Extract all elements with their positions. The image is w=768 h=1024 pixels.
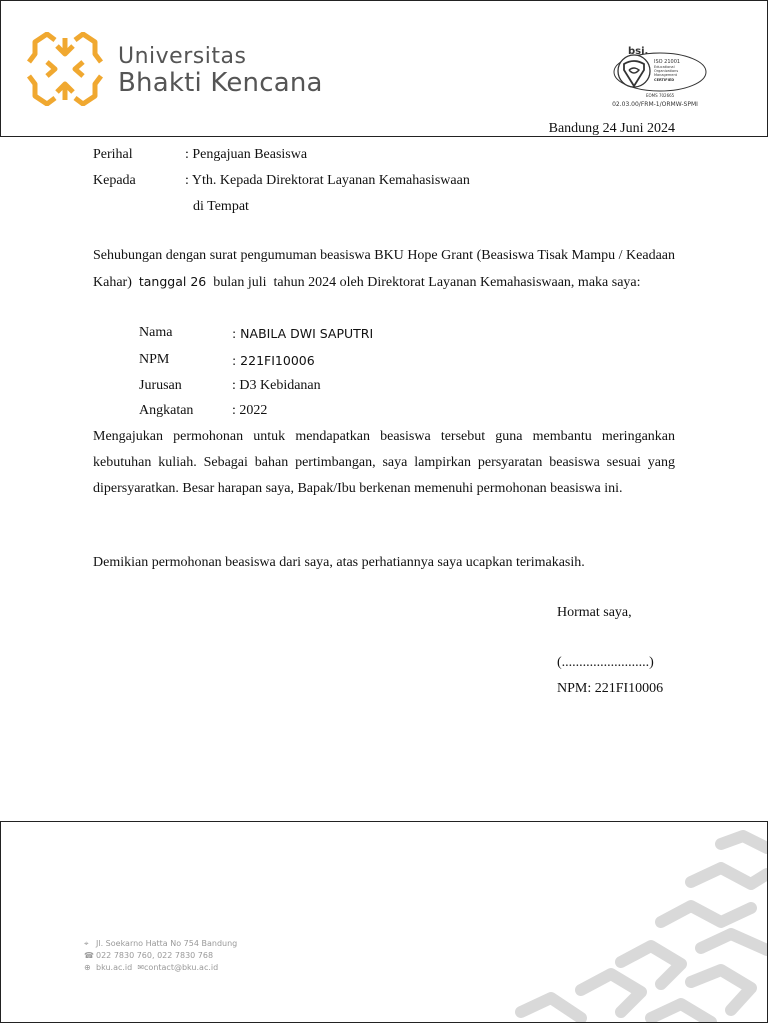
footer-phone: 022 7830 760, 022 7830 768 — [96, 951, 214, 960]
cert-sub: EOMS 702665 — [646, 93, 675, 98]
cert-line-5: CERTIFIED — [654, 78, 675, 82]
footer-address-row — [84, 938, 237, 950]
location-icon: ⌖ — [84, 939, 89, 948]
identity-label-angkatan: Angkatan — [139, 403, 194, 418]
perihal-label: Perihal — [93, 147, 133, 162]
footer-phone-row — [84, 950, 237, 962]
brand-line1: Universitas — [118, 44, 247, 69]
university-name — [118, 46, 323, 96]
bsi-certification-badge-icon — [608, 44, 708, 100]
document-code: 02.03.00/FRM-1/ORMW-SPMI — [612, 101, 698, 108]
intro-text-b: tanggal 26 — [138, 274, 207, 289]
university-logo-icon — [25, 32, 105, 106]
footer-decoration-icon — [1, 822, 767, 1022]
intro-text-d: tahun 2024 oleh Direktorat Layanan Kemahasiswaan, maka saya: — [273, 275, 641, 290]
letter-footer — [0, 821, 768, 1023]
identity-label-jurusan: Jurusan — [139, 378, 182, 393]
closing-paragraph: Demikian permohonan beasiswa dari saya, atas perhatiannya saya ucapkan terimakasih. — [93, 555, 585, 570]
body-paragraph: Mengajukan permohonan untuk mendapatkan beasiswa tersebut guna membantu meringankan kebutuhan kuliah. Sebagai bahan pertimbangan, saya lampirkan persyaratan beasiswa sesuai yang dipersyaratkan. Besar harapan saya, Bapak/Ibu berkenan memenuhi permohonan beasiswa ini. — [93, 429, 675, 496]
identity-label-nama: Nama — [139, 325, 173, 340]
kepada-label: Kepada — [93, 173, 136, 188]
cert-line-3: Organizations — [654, 69, 679, 73]
perihal-value: : Pengajuan Beasiswa — [185, 147, 308, 162]
brand-line2: Bhakti Kencana — [118, 68, 323, 98]
kepada-value: : Yth. Kepada Direktorat Layanan Kemahasiswaan — [185, 173, 470, 188]
phone-icon: ☎ — [84, 951, 94, 960]
regards-text: Hormat saya, — [557, 605, 632, 620]
cert-line-4: Management — [654, 73, 678, 77]
identity-value-npm: : 221FI10006 — [232, 353, 315, 368]
letter-date: Bandung 24 Juni 2024 — [548, 121, 675, 136]
footer-email[interactable]: contact@bku.ac.id — [144, 963, 219, 972]
intro-text-a: Sehubungan dengan surat pengumuman beasiswa BKU Hope Grant (Beasiswa Tisak Mampu / Keadaan Kahar) — [93, 248, 675, 290]
identity-value-jurusan: : D3 Kebidanan — [232, 378, 321, 393]
intro-paragraph — [93, 243, 675, 296]
kepada-place: di Tempat — [193, 199, 249, 214]
identity-label-npm: NPM — [139, 352, 170, 367]
cert-mark: bsi. — [628, 46, 649, 57]
email-icon: ✉ — [137, 963, 145, 972]
cert-line-1: ISO 21001 — [654, 59, 681, 65]
signature-placeholder: (.........................) — [557, 655, 654, 670]
footer-contact — [84, 938, 237, 974]
cert-line-2: Educational — [654, 65, 675, 69]
intro-text-c: bulan juli — [213, 275, 267, 290]
footer-website[interactable]: bku.ac.id — [96, 963, 133, 972]
footer-web-row — [84, 962, 237, 974]
globe-icon: ⊕ — [84, 963, 91, 972]
identity-value-nama: : NABILA DWI SAPUTRI — [232, 326, 374, 341]
footer-address: Jl. Soekarno Hatta No 754 Bandung — [96, 939, 238, 948]
signature-npm: NPM: 221FI10006 — [557, 681, 664, 696]
identity-value-angkatan: : 2022 — [232, 403, 268, 418]
